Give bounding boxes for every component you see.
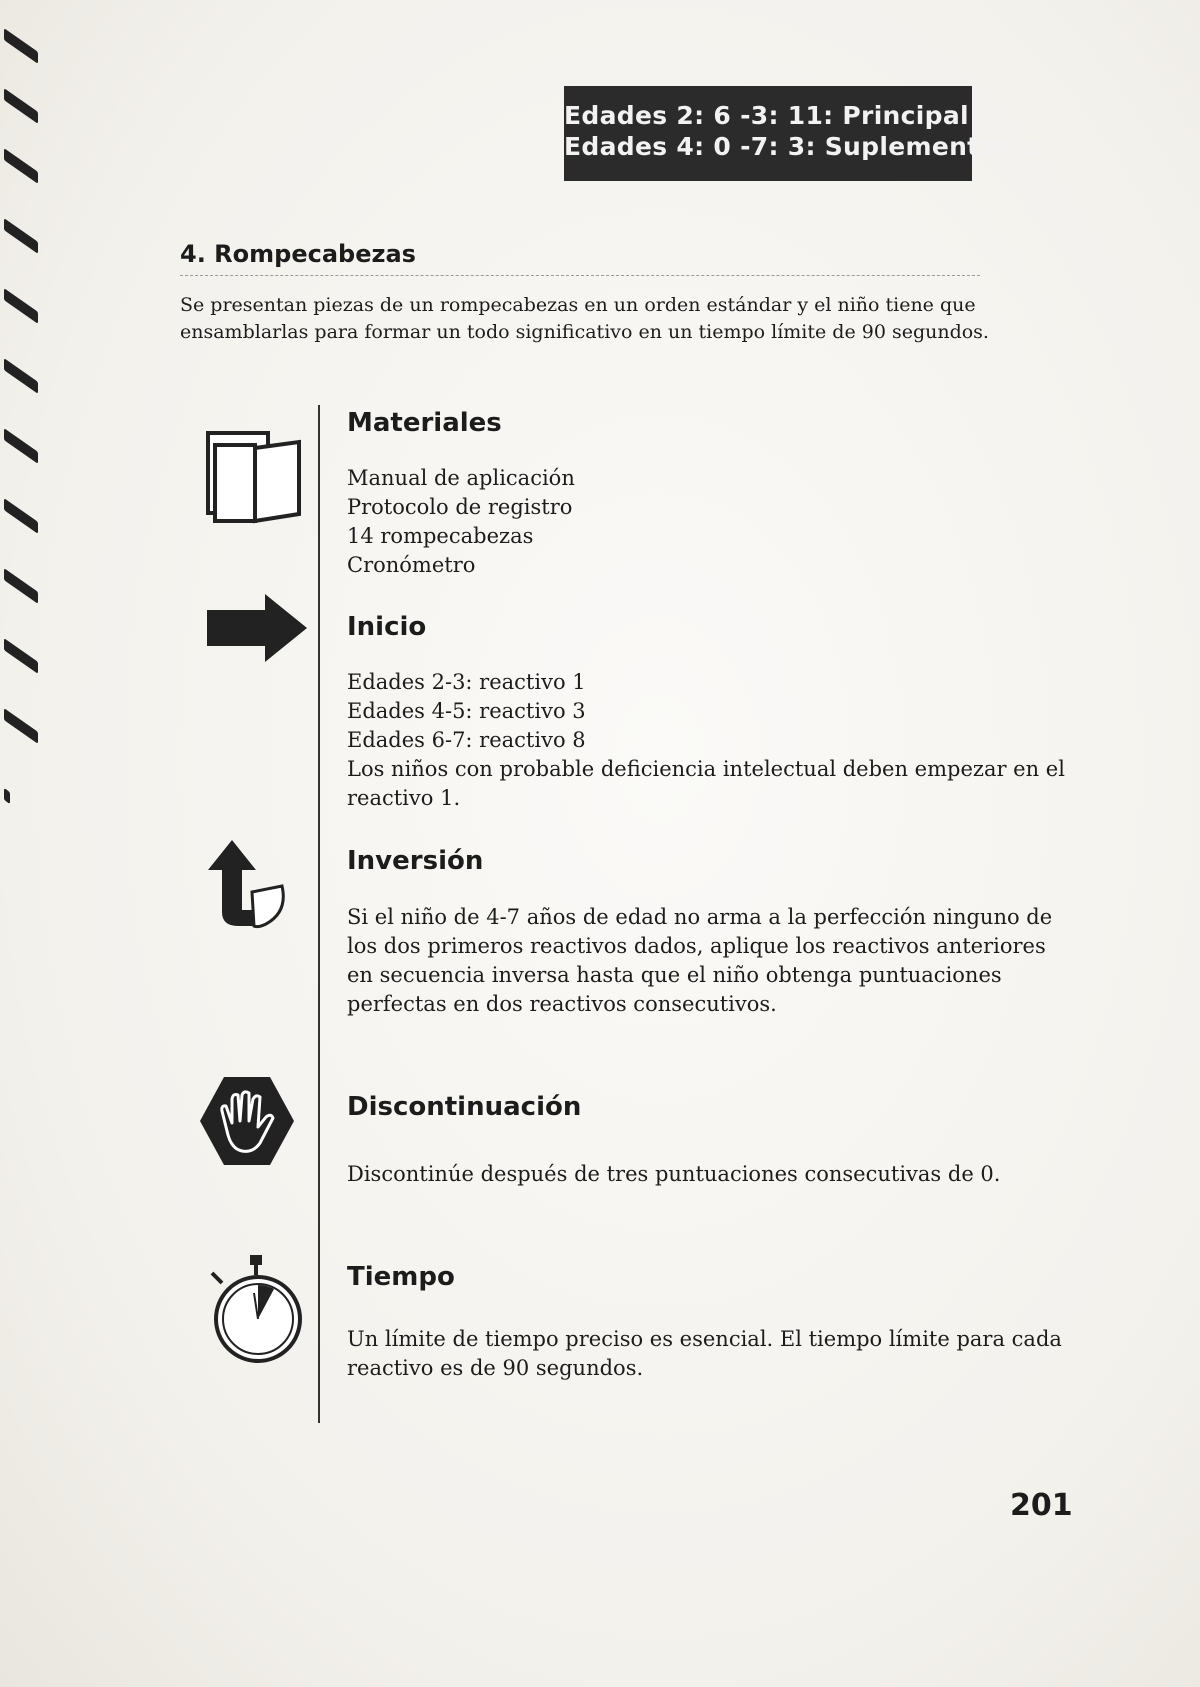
materiales-item: Protocolo de registro	[347, 495, 573, 519]
subtest-title: 4. Rompecabezas	[180, 240, 416, 268]
materiales-item: Manual de aplicación	[347, 466, 575, 490]
tiempo-title: Tiempo	[347, 1262, 455, 1292]
subtest-intro: Se presentan piezas de un rompecabezas en un orden estándar y el niño tiene que ensamblarlas para formar un todo significativo en un tiempo límite de 90 segundos.	[180, 294, 989, 343]
inicio-body	[347, 668, 1067, 813]
materiales-list	[347, 464, 1067, 580]
age-box-principal: Edades 2: 6 -3: 11: Principal	[564, 101, 969, 130]
manual-book-icon	[205, 430, 305, 530]
stop-hand-icon	[198, 1075, 296, 1171]
materiales-item: 14 rompecabezas	[347, 524, 534, 548]
materiales-item: Cronómetro	[347, 553, 476, 577]
start-arrow-icon	[205, 592, 309, 668]
discontinuacion-text: Discontinúe después de tres puntuaciones consecutivas de 0.	[347, 1162, 1001, 1186]
reverse-arrow-icon	[202, 838, 292, 934]
inicio-line: Edades 6-7: reactivo 8	[347, 728, 586, 752]
title-divider	[180, 275, 980, 276]
section-divider-line	[318, 405, 320, 1423]
age-box-suplementaria: Edades 4: 0 -7: 3: Suplementaria	[564, 132, 1036, 161]
materiales-title: Materiales	[347, 408, 502, 438]
binding-marks	[0, 30, 50, 890]
page-number: 201	[1010, 1488, 1073, 1523]
inicio-line: Edades 4-5: reactivo 3	[347, 699, 586, 723]
tiempo-text: Un límite de tiempo preciso es esencial. El tiempo límite para cada reactivo es de 90 segundos.	[347, 1327, 1062, 1380]
inversion-text: Si el niño de 4-7 años de edad no arma a la perfección ninguno de los dos primeros reactivos dados, aplique los reactivos anteriores en secuencia inversa hasta que el niño obtenga puntuaciones perfectas en dos reactivos consecutivos.	[347, 905, 1053, 1016]
discontinuacion-title: Discontinuación	[347, 1092, 582, 1122]
inicio-title: Inicio	[347, 612, 427, 642]
inversion-title: Inversión	[347, 846, 484, 876]
inicio-line: Edades 2-3: reactivo 1	[347, 670, 586, 694]
stopwatch-icon	[208, 1255, 304, 1369]
age-range-box	[564, 86, 1036, 181]
inicio-note: Los niños con probable deficiencia intelectual deben empezar en el reactivo 1.	[347, 757, 1065, 810]
